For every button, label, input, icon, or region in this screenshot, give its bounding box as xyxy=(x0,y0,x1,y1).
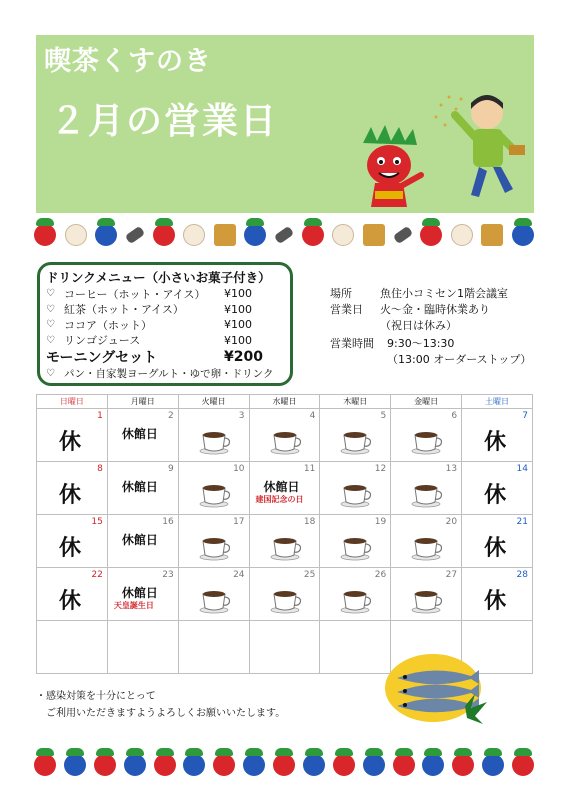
calendar xyxy=(36,394,533,674)
red-demon-icon xyxy=(302,224,324,246)
calendar-empty-cell xyxy=(249,621,320,674)
day-number: 6 xyxy=(451,411,458,421)
calendar-empty-cell xyxy=(178,621,249,674)
calendar-day-cell xyxy=(462,462,533,515)
coffee-cup-icon xyxy=(340,482,374,512)
drink-item xyxy=(46,333,284,349)
blue-demon-icon xyxy=(183,754,205,776)
calendar-day-cell xyxy=(462,568,533,621)
red-demon-icon xyxy=(94,754,116,776)
coffee-cup-icon xyxy=(199,482,233,512)
calendar-day-cell xyxy=(462,409,533,462)
calendar-empty-cell xyxy=(320,621,391,674)
closed-label: 休 xyxy=(484,483,507,508)
calendar-day-cell xyxy=(178,462,249,515)
day-number: 18 xyxy=(303,517,316,527)
day-number: 27 xyxy=(445,570,458,580)
weekday-sunday: 日曜日 xyxy=(37,395,108,409)
days-row xyxy=(330,302,531,318)
bean-box-icon xyxy=(363,224,385,246)
calendar-day-cell xyxy=(249,462,320,515)
drink-name: 紅茶（ホット・アイス） xyxy=(64,303,184,317)
header-banner xyxy=(36,35,534,213)
hall-closed-label: 休館日 xyxy=(121,427,158,441)
drink-price: ¥100 xyxy=(224,318,252,332)
drink-name: リンゴジュース xyxy=(64,334,141,348)
holiday-name: 建国記念の日 xyxy=(255,495,304,504)
coffee-cup-icon xyxy=(340,588,374,618)
boy-throwing-beans-icon xyxy=(431,85,531,213)
hall-closed-label: 休館日 xyxy=(121,480,158,494)
day-number: 26 xyxy=(374,570,387,580)
calendar-empty-cell xyxy=(107,621,178,674)
calendar-day-cell xyxy=(320,515,391,568)
blue-demon-icon xyxy=(422,754,444,776)
calendar-day-cell xyxy=(178,568,249,621)
month-title: ２月の営業日 xyxy=(50,101,279,142)
calendar-day-cell xyxy=(391,515,462,568)
okame-mask-icon xyxy=(451,224,473,246)
days-note: （祝日は休み） xyxy=(380,319,457,332)
days-note-row xyxy=(330,318,531,334)
red-demon-icon xyxy=(351,125,431,210)
calendar-day-cell xyxy=(391,568,462,621)
calendar-day-cell xyxy=(37,462,108,515)
day-number: 16 xyxy=(162,517,174,527)
place-label: 場所 xyxy=(330,287,352,300)
shop-name: 喫茶くすのき xyxy=(44,46,212,77)
weekday-tuesday: 火曜日 xyxy=(178,395,249,409)
day-number: 2 xyxy=(167,411,174,421)
day-number: 9 xyxy=(167,464,174,474)
red-demon-icon xyxy=(333,754,355,776)
coffee-cup-icon xyxy=(199,588,233,618)
demon-club-icon xyxy=(392,226,412,245)
calendar-day-cell xyxy=(391,409,462,462)
okame-mask-icon xyxy=(65,224,87,246)
demon-club-icon xyxy=(274,226,294,245)
drink-menu-title: ドリンクメニュー（小さいお菓子付き） xyxy=(46,270,271,285)
weekday-saturday: 土曜日 xyxy=(462,395,533,409)
calendar-day-cell xyxy=(391,462,462,515)
calendar-day-cell xyxy=(178,515,249,568)
blue-demon-icon xyxy=(64,754,86,776)
calendar-empty-cell xyxy=(37,621,108,674)
day-number: 19 xyxy=(374,517,387,527)
day-number: 15 xyxy=(91,517,103,527)
calendar-day-cell xyxy=(249,568,320,621)
day-number: 14 xyxy=(516,464,528,474)
calendar-day-cell xyxy=(178,409,249,462)
red-demon-icon xyxy=(393,754,415,776)
drink-name: コーヒー（ホット・アイス） xyxy=(64,287,206,301)
coffee-cup-icon xyxy=(270,429,304,459)
day-number: 17 xyxy=(233,517,245,527)
coffee-cup-icon xyxy=(411,482,445,512)
heart-icon: ♡ xyxy=(46,288,55,300)
heart-icon: ♡ xyxy=(46,368,55,379)
okame-mask-icon xyxy=(332,224,354,246)
day-number: 20 xyxy=(445,517,458,527)
coffee-cup-icon xyxy=(340,535,374,565)
closed-label: 休 xyxy=(59,536,82,561)
place-row xyxy=(330,286,531,302)
weekday-friday: 金曜日 xyxy=(391,395,462,409)
weekday-monday: 月曜日 xyxy=(107,395,178,409)
red-demon-icon xyxy=(273,754,295,776)
business-info xyxy=(330,286,531,368)
note-line: ご利用いただきますようよろしくお願いいたします。 xyxy=(46,708,286,719)
hours-label: 営業時間 xyxy=(330,337,374,350)
closed-label: 休 xyxy=(484,589,507,614)
morning-set-price: ¥200 xyxy=(224,349,263,365)
drink-price: ¥100 xyxy=(224,287,252,301)
blue-demon-icon xyxy=(363,754,385,776)
calendar-day-cell xyxy=(249,409,320,462)
drink-item xyxy=(46,317,284,333)
days-label: 営業日 xyxy=(330,303,363,316)
drink-item xyxy=(46,302,284,318)
sardine-plate-icon xyxy=(383,646,493,726)
hours-note-row xyxy=(330,352,531,368)
notes xyxy=(36,688,285,722)
coffee-cup-icon xyxy=(270,588,304,618)
coffee-cup-icon xyxy=(411,535,445,565)
drink-price: ¥100 xyxy=(224,333,252,347)
blue-demon-icon xyxy=(124,754,146,776)
heart-icon: ♡ xyxy=(46,303,55,315)
hours-row xyxy=(330,336,531,352)
bean-box-icon xyxy=(481,224,503,246)
morning-set xyxy=(46,348,284,366)
day-number: 10 xyxy=(233,464,245,474)
day-number: 24 xyxy=(233,570,245,580)
red-demon-icon xyxy=(153,224,175,246)
calendar-body xyxy=(37,409,533,674)
day-number: 25 xyxy=(303,570,316,580)
heart-icon: ♡ xyxy=(46,334,55,346)
calendar-day-cell xyxy=(37,515,108,568)
hours-note: （13:00 オーダーストップ） xyxy=(387,353,532,366)
closed-label: 休 xyxy=(484,430,507,455)
day-number: 1 xyxy=(97,411,103,421)
bean-box-icon xyxy=(214,224,236,246)
place-value: 魚住小コミセン1階会議室 xyxy=(380,287,508,300)
drink-item xyxy=(46,286,284,302)
okame-mask-icon xyxy=(183,224,205,246)
hall-closed-label: 休館日 xyxy=(263,480,300,494)
day-number: 22 xyxy=(91,570,103,580)
calendar-week-row xyxy=(37,568,533,621)
weekday-header xyxy=(37,395,533,409)
calendar-day-cell xyxy=(37,568,108,621)
calendar-day-cell xyxy=(320,409,391,462)
day-number: 23 xyxy=(162,570,174,580)
calendar-day-cell xyxy=(320,568,391,621)
calendar-week-row xyxy=(37,409,533,462)
blue-demon-icon xyxy=(482,754,504,776)
morning-set-name: モーニングセット xyxy=(46,350,158,366)
drink-menu xyxy=(37,262,293,386)
weekday-thursday: 木曜日 xyxy=(320,395,391,409)
drink-price: ¥100 xyxy=(224,302,252,316)
calendar-day-cell xyxy=(107,568,178,621)
decorative-border-top xyxy=(34,218,534,252)
day-number: 12 xyxy=(374,464,387,474)
heart-icon: ♡ xyxy=(46,319,55,331)
red-demon-icon xyxy=(452,754,474,776)
day-number: 13 xyxy=(445,464,458,474)
coffee-cup-icon xyxy=(411,588,445,618)
hall-closed-label: 休館日 xyxy=(121,586,158,600)
calendar-day-cell xyxy=(462,515,533,568)
holiday-name: 天皇誕生日 xyxy=(113,601,154,610)
blue-demon-icon xyxy=(303,754,325,776)
day-number: 3 xyxy=(238,411,245,421)
morning-set-contents xyxy=(46,366,284,381)
blue-demon-icon xyxy=(243,754,265,776)
morning-set-items: パン・自家製ヨーグルト・ゆで卵・ドリンク xyxy=(64,368,274,380)
red-demon-icon xyxy=(420,224,442,246)
calendar-day-cell xyxy=(107,462,178,515)
hall-closed-label: 休館日 xyxy=(121,533,158,547)
blue-demon-icon xyxy=(95,224,117,246)
coffee-cup-icon xyxy=(199,535,233,565)
red-demon-icon xyxy=(512,754,534,776)
decorative-border-bottom xyxy=(34,748,534,782)
day-number: 28 xyxy=(516,570,528,580)
coffee-cup-icon xyxy=(199,429,233,459)
closed-label: 休 xyxy=(484,536,507,561)
blue-demon-icon xyxy=(244,224,266,246)
day-number: 5 xyxy=(380,411,387,421)
red-demon-icon xyxy=(34,224,56,246)
calendar-week-row xyxy=(37,515,533,568)
red-demon-icon xyxy=(213,754,235,776)
calendar-day-cell xyxy=(107,409,178,462)
coffee-cup-icon xyxy=(340,429,374,459)
calendar-week-row xyxy=(37,462,533,515)
closed-label: 休 xyxy=(59,589,82,614)
blue-demon-icon xyxy=(512,224,534,246)
calendar-day-cell xyxy=(320,462,391,515)
day-number: 4 xyxy=(309,411,316,421)
coffee-cup-icon xyxy=(270,535,304,565)
calendar-day-cell xyxy=(107,515,178,568)
demon-club-icon xyxy=(125,226,145,245)
hours-value: 9:30～13:30 xyxy=(387,337,455,350)
closed-label: 休 xyxy=(59,483,82,508)
calendar-day-cell xyxy=(37,409,108,462)
days-value: 火～金・臨時休業あり xyxy=(380,303,490,316)
day-number: 7 xyxy=(522,411,528,421)
day-number: 11 xyxy=(303,464,316,474)
coffee-cup-icon xyxy=(411,429,445,459)
red-demon-icon xyxy=(34,754,56,776)
note-line: ・感染対策を十分にとって xyxy=(36,691,156,702)
day-number: 21 xyxy=(516,517,528,527)
calendar-day-cell xyxy=(249,515,320,568)
drink-name: ココア（ホット） xyxy=(64,318,152,332)
red-demon-icon xyxy=(154,754,176,776)
closed-label: 休 xyxy=(59,430,82,455)
day-number: 8 xyxy=(97,464,103,474)
weekday-wednesday: 水曜日 xyxy=(249,395,320,409)
